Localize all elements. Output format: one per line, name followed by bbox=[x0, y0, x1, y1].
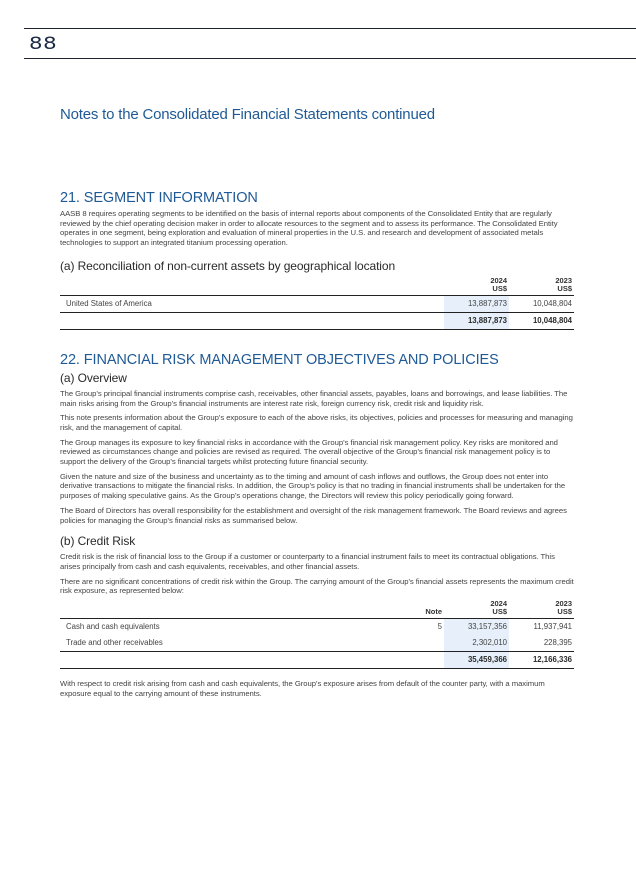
segment-paragraph: AASB 8 requires operating segments to be identified on the basis of internal reports about components of the Consolidated Entity that are regularly reviewed by the chief operating decision maker in order to allocate resources to the segment and to assess its performance. The Consolidated Entity operates in one segment, being exploration and evaluation of mineral properties in the U.S. and research and development of associated metals technologies to support an integrated titanium processing operation. bbox=[60, 209, 558, 248]
column-header-2024: 2024 US$ bbox=[490, 599, 507, 617]
table-row: United States of America 13,887,873 10,048,804 bbox=[60, 295, 574, 312]
table-row: Cash and cash equivalents 5 33,157,356 11,937,941 bbox=[60, 619, 574, 636]
page-content bbox=[60, 190, 576, 703]
table-total-row: 35,459,366 12,166,336 bbox=[60, 652, 574, 669]
column-header-note: Note bbox=[425, 607, 442, 617]
table-total-row: 13,887,873 10,048,804 bbox=[60, 312, 574, 329]
reconciliation-heading: (a) Reconciliation of non-current assets by geographical location bbox=[60, 258, 396, 273]
overview-heading: (a) Overview bbox=[60, 370, 127, 385]
page-header bbox=[24, 28, 636, 59]
column-header-2024: 2024 US$ bbox=[490, 275, 507, 293]
overview-paragraph-2: This note presents information about the Group’s exposure to each of the above risks, its objectives, policies and processes for measuring and managing risk, and the management of capital. bbox=[60, 413, 573, 432]
section-21-heading: 21. SEGMENT INFORMATION bbox=[60, 190, 258, 206]
overview-paragraph-5: The Board of Directors has overall responsibility for the establishment and oversight of the risk management framework. The Board reviews and agrees policies for managing the Group’s financial risks as summarised below. bbox=[60, 505, 567, 525]
overview-paragraph-3: The Group manages its exposure to key financial risks in accordance with the Group’s financial risk management policy. Key risks are monitored and reviewed as circumstances change and policies are revised as required. The overall objective of the Group’s financial risk management policy is to support the delivery of the Group’s financial targets whilst protecting future financial security. bbox=[60, 437, 558, 467]
column-header-2023: 2023 US$ bbox=[555, 599, 572, 617]
credit-risk-paragraph-1: Credit risk is the risk of financial loss to the Group if a customer or counterparty to a financial instrument fails to meet its contractual obligations. This arises principally from cash and cash equivalents, receivables, and other financial assets. bbox=[60, 552, 555, 571]
column-header-2023: 2023 US$ bbox=[555, 275, 572, 293]
table-row: Trade and other receivables 2,302,010 228,395 bbox=[60, 635, 574, 652]
credit-risk-table bbox=[60, 599, 574, 669]
credit-risk-heading: (b) Credit Risk bbox=[60, 534, 136, 549]
overview-paragraph-4: Given the nature and size of the business and uncertainty as to the timing and amount of cash inflows and outflows, the Group does not enter into derivative transactions to mitigate the financial risks. In addition, the Group’s policy is that no trading in financial instruments shall be undertaken for the purposes of making speculative gains. As the Group’s operations change, the Directors will review this policy periodically going forward. bbox=[60, 471, 566, 501]
credit-risk-closing-paragraph: With respect to credit risk arising from cash and cash equivalents, the Group’s exposure arises from default of the counter party, with a maximum exposure equal to the carrying amount of these instruments. bbox=[60, 679, 545, 698]
overview-paragraph-1: The Group’s principal financial instruments comprise cash, receivables, other financial assets, payables, loans and borrowings, and lease liabilities. The main risks arising from the Group’s financial instruments are interest rate risk, foreign currency risk, credit risk and liquidity risk. bbox=[60, 388, 568, 408]
page-number: 88 bbox=[29, 34, 58, 54]
credit-risk-paragraph-2: There are no significant concentrations of credit risk within the Group. The carrying amount of the Group’s financial assets represents the maximum credit risk exposure, as represented below: bbox=[60, 576, 574, 596]
document-title: Notes to the Consolidated Financial Statements continued bbox=[60, 106, 435, 123]
table-header-row bbox=[60, 599, 574, 619]
non-current-assets-table bbox=[60, 276, 574, 330]
table-header-row bbox=[60, 276, 574, 296]
section-22-heading: 22. FINANCIAL RISK MANAGEMENT OBJECTIVES AND POLICIES bbox=[60, 351, 499, 368]
